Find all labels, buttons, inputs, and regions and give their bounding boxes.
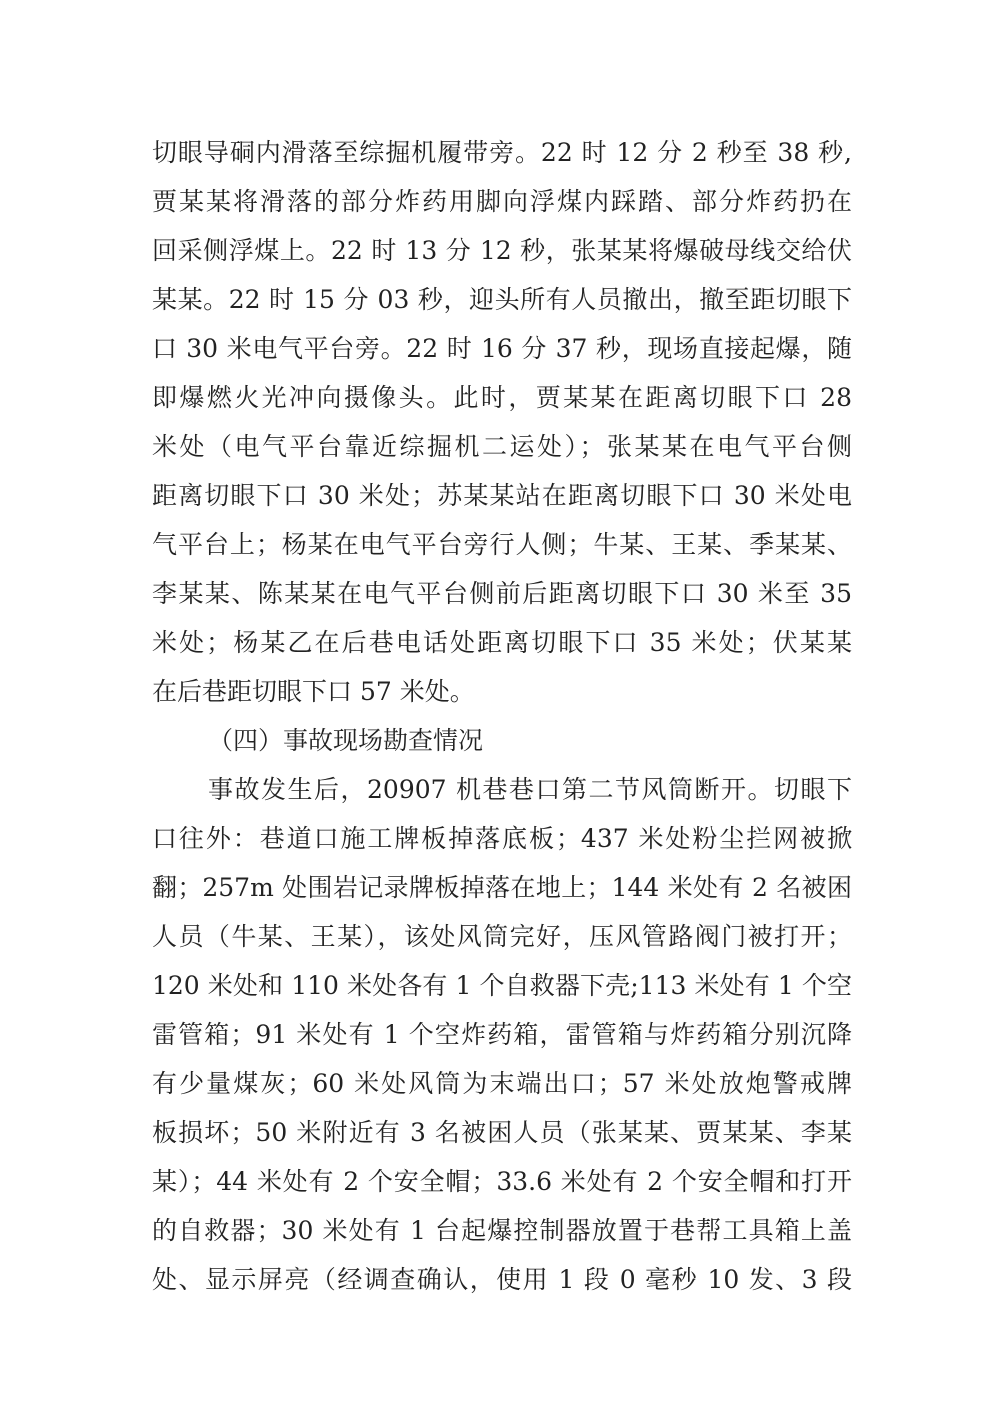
body-text-line: 即爆燃火光冲向摄像头。此时，贾某某在距离切眼下口 28: [152, 383, 852, 412]
body-text-line: 距离切眼下口 30 米处；苏某某站在距离切眼下口 30 米处电: [152, 481, 852, 510]
body-text-line: 事故发生后，20907 机巷巷口第二节风筒断开。切眼下: [208, 775, 852, 804]
body-text-line: 某某。22 时 15 分 03 秒，迎头所有人员撤出，撤至距切眼下: [152, 285, 852, 314]
body-text-line: 在后巷距切眼下口 57 米处。: [152, 677, 475, 706]
body-text-line: 板损坏；50 米附近有 3 名被困人员（张某某、贾某某、李某: [152, 1118, 852, 1147]
body-text-line: 米处（电气平台靠近综掘机二运处）；张某某在电气平台侧: [152, 432, 852, 461]
body-text-line: 120 米处和 110 米处各有 1 个自救器下壳;113 米处有 1 个空: [152, 971, 852, 1000]
body-text-line: 某）；44 米处有 2 个安全帽；33.6 米处有 2 个安全帽和打开: [152, 1167, 852, 1196]
body-text-line: 处、显示屏亮（经调查确认，使用 1 段 0 毫秒 10 发、3 段: [152, 1265, 852, 1294]
body-text-line: 雷管箱；91 米处有 1 个空炸药箱，雷管箱与炸药箱分别沉降: [152, 1020, 852, 1049]
body-text-line: 口 30 米电气平台旁。22 时 16 分 37 秒，现场直接起爆，随: [152, 334, 852, 363]
body-text-line: 回采侧浮煤上。22 时 13 分 12 秒，张某某将爆破母线交给伏: [152, 236, 852, 265]
section-heading: （四）事故现场勘查情况: [208, 726, 484, 755]
body-text-line: 翻；257m 处围岩记录牌板掉落在地上；144 米处有 2 名被困: [152, 873, 852, 902]
body-text-line: 切眼导硐内滑落至综掘机履带旁。22 时 12 分 2 秒至 38 秒,: [152, 138, 852, 167]
body-text-line: 的自救器；30 米处有 1 台起爆控制器放置于巷帮工具箱上盖: [152, 1216, 852, 1245]
body-text-line: 气平台上；杨某在电气平台旁行人侧；牛某、王某、季某某、: [152, 530, 852, 559]
body-text-line: 李某某、陈某某在电气平台侧前后距离切眼下口 30 米至 35: [152, 579, 852, 608]
body-text-line: 米处；杨某乙在后巷电话处距离切眼下口 35 米处；伏某某: [152, 628, 852, 657]
body-text-line: 贾某某将滑落的部分炸药用脚向浮煤内踩踏、部分炸药扔在: [152, 187, 852, 216]
body-text-line: 口往外：巷道口施工牌板掉落底板；437 米处粉尘拦网被掀: [152, 824, 852, 853]
body-text-line: 人员（牛某、王某），该处风筒完好，压风管路阀门被打开；: [152, 922, 852, 951]
body-text-line: 有少量煤灰；60 米处风筒为末端出口；57 米处放炮警戒牌: [152, 1069, 852, 1098]
